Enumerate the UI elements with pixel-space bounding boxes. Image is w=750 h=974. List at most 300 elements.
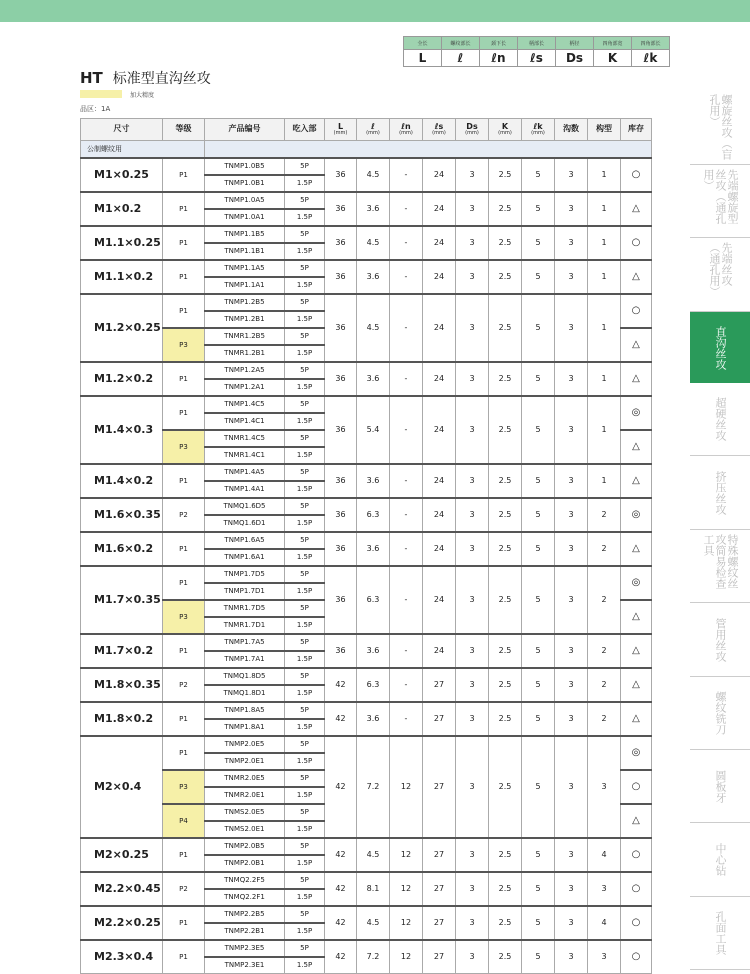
- spec-L: 42: [325, 838, 357, 872]
- size-group: [81, 668, 652, 702]
- spec-ls: 24: [423, 294, 456, 362]
- size-cell: M1.6×0.2: [81, 532, 163, 566]
- spec-type: 1: [588, 260, 621, 294]
- spec-type: 2: [588, 668, 621, 702]
- spec-flutes: 3: [555, 668, 588, 702]
- spec-L: 36: [325, 532, 357, 566]
- grade-cell: P3: [163, 770, 205, 804]
- spec-K: 2.5: [489, 736, 522, 838]
- column-header: [325, 119, 357, 141]
- stock-cell: △: [621, 464, 652, 498]
- product-code: TNMR1.7D1: [205, 617, 285, 634]
- column-header: [205, 119, 285, 141]
- bite-cell: 5P: [285, 872, 325, 889]
- product-code: TNMR1.4C1: [205, 447, 285, 464]
- spec-flutes: 3: [555, 260, 588, 294]
- stock-cell: △: [621, 260, 652, 294]
- legend-symbol: ℓk: [632, 50, 670, 67]
- side-tab[interactable]: 孔面工具: [690, 897, 750, 970]
- bite-cell: 5P: [285, 668, 325, 685]
- spec-ln: -: [390, 294, 423, 362]
- table-row: [81, 158, 652, 175]
- bite-cell: 5P: [285, 430, 325, 447]
- spec-l: 4.5: [357, 906, 390, 940]
- bite-cell: 5P: [285, 192, 325, 209]
- column-header-label: ℓs: [434, 121, 444, 131]
- size-cell: M1.6×0.35: [81, 498, 163, 532]
- stock-cell: ○: [621, 940, 652, 974]
- side-tab[interactable]: 螺旋丝攻（盲孔用）: [690, 90, 750, 165]
- spec-l: 4.5: [357, 158, 390, 192]
- bite-cell: 1.5P: [285, 753, 325, 770]
- series-name: 标准型直沟丝攻: [112, 71, 211, 87]
- spec-Ds: 3: [456, 634, 489, 668]
- spec-table: [80, 118, 652, 974]
- spec-L: 36: [325, 396, 357, 464]
- spec-K: 2.5: [489, 158, 522, 192]
- product-code: TNMR2.0E1: [205, 787, 285, 804]
- product-code: TNMR1.2B1: [205, 345, 285, 362]
- spec-flutes: 3: [555, 906, 588, 940]
- column-header-label: L: [337, 121, 344, 131]
- size-group: [81, 158, 652, 192]
- category-label: 公制螺纹用: [81, 141, 205, 158]
- side-tab[interactable]: 特殊螺纹丝攻简易检查工具: [690, 530, 750, 603]
- spec-l: 7.2: [357, 736, 390, 838]
- size-cell: M2×0.25: [81, 838, 163, 872]
- bite-cell: 1.5P: [285, 515, 325, 532]
- column-header-label: 尺寸: [113, 124, 130, 134]
- grade-cell: P2: [163, 872, 205, 906]
- size-cell: M1.1×0.2: [81, 260, 163, 294]
- spec-type: 1: [588, 362, 621, 396]
- spec-K: 2.5: [489, 396, 522, 464]
- spec-lk: 5: [522, 464, 555, 498]
- column-header-label: Ds: [466, 121, 478, 131]
- bite-cell: 1.5P: [285, 719, 325, 736]
- spec-l: 4.5: [357, 294, 390, 362]
- product-code: TNMP1.0A1: [205, 209, 285, 226]
- spec-ls: 24: [423, 566, 456, 634]
- spec-K: 2.5: [489, 226, 522, 260]
- stock-cell: ○: [621, 158, 652, 192]
- bite-cell: 5P: [285, 532, 325, 549]
- spec-ln: -: [390, 498, 423, 532]
- grade-cell: P1: [163, 702, 205, 736]
- side-tab[interactable]: 螺纹铣刀: [690, 677, 750, 750]
- product-code: TNMP1.6A1: [205, 549, 285, 566]
- table-row: [81, 702, 652, 719]
- spec-l: 3.6: [357, 192, 390, 226]
- spec-ln: -: [390, 634, 423, 668]
- side-tab[interactable]: 超硬丝攻: [690, 383, 750, 456]
- column-header-label: 构型: [596, 124, 612, 134]
- grade-cell: P2: [163, 668, 205, 702]
- stock-cell: ◎: [621, 566, 652, 600]
- bite-cell: 1.5P: [285, 243, 325, 260]
- product-code: TNMQ1.8D5: [205, 668, 285, 685]
- size-cell: M1.8×0.35: [81, 668, 163, 702]
- spec-K: 2.5: [489, 566, 522, 634]
- stock-cell: ○: [621, 294, 652, 328]
- spec-lk: 5: [522, 532, 555, 566]
- spec-L: 36: [325, 158, 357, 192]
- spec-Ds: 3: [456, 226, 489, 260]
- size-group: [81, 192, 652, 226]
- table-row: [81, 838, 652, 855]
- side-tab[interactable]: 管用丝攻: [690, 603, 750, 677]
- product-code: TNMP2.3E5: [205, 940, 285, 957]
- column-header: [555, 119, 588, 141]
- size-group: [81, 532, 652, 566]
- size-group: [81, 940, 652, 974]
- side-tab[interactable]: 中心钻: [690, 823, 750, 897]
- table-row: [81, 566, 652, 583]
- spec-K: 2.5: [489, 260, 522, 294]
- spec-K: 2.5: [489, 668, 522, 702]
- size-group: [81, 362, 652, 396]
- side-tab[interactable]: 先端螺旋型丝攻（通孔用）: [690, 165, 750, 238]
- product-code: TNMP1.4A5: [205, 464, 285, 481]
- spec-ls: 24: [423, 260, 456, 294]
- column-header-label: K: [501, 121, 509, 131]
- table-row: [81, 362, 652, 379]
- stock-cell: ◎: [621, 396, 652, 430]
- size-cell: M1.2×0.2: [81, 362, 163, 396]
- column-header: [357, 119, 390, 141]
- spec-L: 36: [325, 566, 357, 634]
- grade-cell: P1: [163, 532, 205, 566]
- side-tab[interactable]: 挤压丝攻: [690, 456, 750, 530]
- product-code: TNMP1.7D5: [205, 566, 285, 583]
- legend-label: 柄径: [556, 37, 594, 50]
- bite-cell: 1.5P: [285, 481, 325, 498]
- size-group: [81, 906, 652, 940]
- stock-cell: ○: [621, 838, 652, 872]
- column-header: [423, 119, 456, 141]
- stock-cell: ○: [621, 872, 652, 906]
- product-code: TNMP2.2B1: [205, 923, 285, 940]
- size-cell: M1.7×0.2: [81, 634, 163, 668]
- spec-lk: 5: [522, 940, 555, 974]
- spec-l: 6.3: [357, 498, 390, 532]
- spec-lk: 5: [522, 906, 555, 940]
- size-cell: M2.2×0.25: [81, 906, 163, 940]
- table-row: [81, 464, 652, 481]
- bite-cell: 1.5P: [285, 617, 325, 634]
- spec-K: 2.5: [489, 498, 522, 532]
- spec-Ds: 3: [456, 838, 489, 872]
- spec-lk: 5: [522, 260, 555, 294]
- bite-cell: 1.5P: [285, 209, 325, 226]
- spec-ln: 12: [390, 906, 423, 940]
- grade-cell: P1: [163, 192, 205, 226]
- bite-cell: 5P: [285, 940, 325, 957]
- column-header: [456, 119, 489, 141]
- spec-lk: 5: [522, 668, 555, 702]
- spec-flutes: 3: [555, 566, 588, 634]
- size-group: [81, 634, 652, 668]
- spec-flutes: 3: [555, 158, 588, 192]
- grade-cell: P1: [163, 396, 205, 430]
- product-code: TNMP1.2B5: [205, 294, 285, 311]
- bite-cell: 5P: [285, 464, 325, 481]
- table-row: [81, 260, 652, 277]
- spec-K: 2.5: [489, 940, 522, 974]
- spec-flutes: 3: [555, 838, 588, 872]
- spec-ln: 12: [390, 940, 423, 974]
- column-unit: (mm): [399, 130, 413, 137]
- table-row: [81, 532, 652, 549]
- product-code: TNMP1.6A5: [205, 532, 285, 549]
- spec-K: 2.5: [489, 532, 522, 566]
- stock-cell: △: [621, 634, 652, 668]
- spec-type: 1: [588, 192, 621, 226]
- bite-cell: 1.5P: [285, 311, 325, 328]
- spec-L: 36: [325, 226, 357, 260]
- spec-l: 3.6: [357, 634, 390, 668]
- column-header-label: ℓ: [371, 121, 375, 131]
- table-row: [81, 940, 652, 957]
- spec-type: 1: [588, 294, 621, 362]
- product-code: TNMP1.4A1: [205, 481, 285, 498]
- spec-L: 36: [325, 192, 357, 226]
- product-code: TNMP2.0E1: [205, 753, 285, 770]
- stock-cell: △: [621, 668, 652, 702]
- side-tab[interactable]: 圆板牙: [690, 750, 750, 823]
- bite-cell: 1.5P: [285, 345, 325, 362]
- spec-L: 42: [325, 736, 357, 838]
- product-code: TNMR1.4C5: [205, 430, 285, 447]
- spec-l: 3.6: [357, 464, 390, 498]
- bite-cell: 5P: [285, 906, 325, 923]
- spec-Ds: 3: [456, 192, 489, 226]
- spec-flutes: 3: [555, 634, 588, 668]
- spec-Ds: 3: [456, 906, 489, 940]
- spec-lk: 5: [522, 838, 555, 872]
- side-tab[interactable]: 先端丝攻（通孔用）: [690, 238, 750, 312]
- size-group: [81, 294, 652, 362]
- grade-cell: P3: [163, 600, 205, 634]
- spec-ls: 27: [423, 736, 456, 838]
- bite-cell: 5P: [285, 498, 325, 515]
- grade-cell: P1: [163, 940, 205, 974]
- spec-K: 2.5: [489, 294, 522, 362]
- spec-L: 36: [325, 634, 357, 668]
- side-tab[interactable]: 直沟丝攻: [690, 312, 750, 383]
- spec-lk: 5: [522, 498, 555, 532]
- legend-symbol: L: [404, 50, 442, 67]
- bite-cell: 1.5P: [285, 787, 325, 804]
- legend-label: 全长: [404, 37, 442, 50]
- spec-K: 2.5: [489, 634, 522, 668]
- spec-type: 3: [588, 872, 621, 906]
- bite-cell: 1.5P: [285, 413, 325, 430]
- bite-cell: 1.5P: [285, 889, 325, 906]
- bite-cell: 1.5P: [285, 855, 325, 872]
- column-header-label: 沟数: [563, 124, 579, 134]
- stock-cell: △: [621, 192, 652, 226]
- spec-type: 1: [588, 396, 621, 464]
- product-code: TNMP2.0B1: [205, 855, 285, 872]
- spec-K: 2.5: [489, 702, 522, 736]
- grade-cell: P3: [163, 430, 205, 464]
- legend-symbol: ℓs: [518, 50, 556, 67]
- grade-cell: P2: [163, 498, 205, 532]
- table-row: [81, 872, 652, 889]
- spec-Ds: 3: [456, 260, 489, 294]
- column-unit: (mm): [366, 130, 380, 137]
- column-header-label: 吃入部: [292, 124, 317, 134]
- bite-cell: 5P: [285, 566, 325, 583]
- legend-symbol: K: [594, 50, 632, 67]
- column-header: [621, 119, 652, 141]
- spec-ln: -: [390, 192, 423, 226]
- legend-symbol: Ds: [556, 50, 594, 67]
- spec-ls: 24: [423, 192, 456, 226]
- spec-K: 2.5: [489, 838, 522, 872]
- grade-cell: P1: [163, 634, 205, 668]
- stock-cell: ○: [621, 906, 652, 940]
- highlight-legend-label: 加大精度: [130, 92, 155, 99]
- spec-ls: 27: [423, 906, 456, 940]
- bite-cell: 5P: [285, 328, 325, 345]
- bite-cell: 1.5P: [285, 651, 325, 668]
- spec-ln: 12: [390, 872, 423, 906]
- column-header-label: 等级: [175, 124, 192, 134]
- spec-ln: -: [390, 260, 423, 294]
- size-group: [81, 226, 652, 260]
- spec-Ds: 3: [456, 464, 489, 498]
- size-cell: M2.2×0.45: [81, 872, 163, 906]
- bite-cell: 5P: [285, 736, 325, 753]
- product-code: TNMP1.0B5: [205, 158, 285, 175]
- legend-label: 四角部长: [632, 37, 670, 50]
- column-header: [163, 119, 205, 141]
- dimension-legend: [403, 36, 670, 67]
- spec-flutes: 3: [555, 226, 588, 260]
- product-code: TNMP2.0B5: [205, 838, 285, 855]
- spec-flutes: 3: [555, 498, 588, 532]
- spec-Ds: 3: [456, 702, 489, 736]
- size-cell: M1.4×0.2: [81, 464, 163, 498]
- size-cell: M1×0.25: [81, 158, 163, 192]
- size-cell: M1.2×0.25: [81, 294, 163, 362]
- column-unit: (mm): [333, 130, 348, 137]
- product-code: TNMP1.4C1: [205, 413, 285, 430]
- bite-cell: 1.5P: [285, 549, 325, 566]
- spec-l: 3.6: [357, 532, 390, 566]
- column-header-label: 产品编号: [228, 124, 261, 134]
- bite-cell: 5P: [285, 804, 325, 821]
- spec-ls: 27: [423, 668, 456, 702]
- spec-flutes: 3: [555, 294, 588, 362]
- product-code: TNMP1.1A5: [205, 260, 285, 277]
- product-code: TNMQ1.8D1: [205, 685, 285, 702]
- spec-l: 6.3: [357, 668, 390, 702]
- grade-cell: P1: [163, 566, 205, 600]
- stock-cell: △: [621, 702, 652, 736]
- size-cell: M1.7×0.35: [81, 566, 163, 634]
- spec-ls: 24: [423, 634, 456, 668]
- product-code: TNMP1.2B1: [205, 311, 285, 328]
- size-group: [81, 566, 652, 634]
- bite-cell: 1.5P: [285, 379, 325, 396]
- spec-l: 4.5: [357, 226, 390, 260]
- spec-L: 36: [325, 362, 357, 396]
- spec-flutes: 3: [555, 362, 588, 396]
- stock-cell: ◎: [621, 498, 652, 532]
- spec-K: 2.5: [489, 872, 522, 906]
- spec-ln: -: [390, 226, 423, 260]
- size-group: [81, 702, 652, 736]
- legend-symbol: ℓ: [442, 50, 480, 67]
- size-group: [81, 396, 652, 464]
- spec-L: 36: [325, 294, 357, 362]
- spec-lk: 5: [522, 566, 555, 634]
- legend-label: 颈下长: [480, 37, 518, 50]
- product-code: TNMP1.1B1: [205, 243, 285, 260]
- spec-ls: 27: [423, 838, 456, 872]
- spec-type: 2: [588, 498, 621, 532]
- product-code: TNMP1.4C5: [205, 396, 285, 413]
- spec-flutes: 3: [555, 464, 588, 498]
- size-group: [81, 498, 652, 532]
- grade-cell: P1: [163, 464, 205, 498]
- product-code: TNMP1.8A1: [205, 719, 285, 736]
- spec-ln: 12: [390, 736, 423, 838]
- product-code: TNMQ1.6D1: [205, 515, 285, 532]
- spec-type: 4: [588, 838, 621, 872]
- spec-l: 3.6: [357, 702, 390, 736]
- product-code: TNMP1.1B5: [205, 226, 285, 243]
- spec-ls: 24: [423, 362, 456, 396]
- spec-Ds: 3: [456, 872, 489, 906]
- spec-l: 3.6: [357, 362, 390, 396]
- bite-cell: 1.5P: [285, 923, 325, 940]
- size-cell: M1.8×0.2: [81, 702, 163, 736]
- spec-type: 3: [588, 736, 621, 838]
- spec-K: 2.5: [489, 192, 522, 226]
- spec-ls: 24: [423, 532, 456, 566]
- product-code: TNMQ2.2F1: [205, 889, 285, 906]
- spec-L: 42: [325, 872, 357, 906]
- stock-cell: △: [621, 362, 652, 396]
- spec-type: 4: [588, 906, 621, 940]
- spec-ln: 12: [390, 838, 423, 872]
- bite-cell: 1.5P: [285, 583, 325, 600]
- spec-Ds: 3: [456, 498, 489, 532]
- spec-ls: 24: [423, 396, 456, 464]
- spec-lk: 5: [522, 362, 555, 396]
- size-group: [81, 872, 652, 906]
- column-header: [588, 119, 621, 141]
- table-row: [81, 498, 652, 515]
- spec-flutes: 3: [555, 532, 588, 566]
- column-unit: (mm): [498, 130, 512, 137]
- spec-K: 2.5: [489, 362, 522, 396]
- spec-ls: 24: [423, 158, 456, 192]
- size-cell: M1×0.2: [81, 192, 163, 226]
- bite-cell: 5P: [285, 702, 325, 719]
- spec-Ds: 3: [456, 362, 489, 396]
- product-code: TNMS2.0E1: [205, 821, 285, 838]
- legend-label: 柄部长: [518, 37, 556, 50]
- spec-l: 8.1: [357, 872, 390, 906]
- legend-label: 四角部宽: [594, 37, 632, 50]
- spec-L: 36: [325, 464, 357, 498]
- size-group: [81, 260, 652, 294]
